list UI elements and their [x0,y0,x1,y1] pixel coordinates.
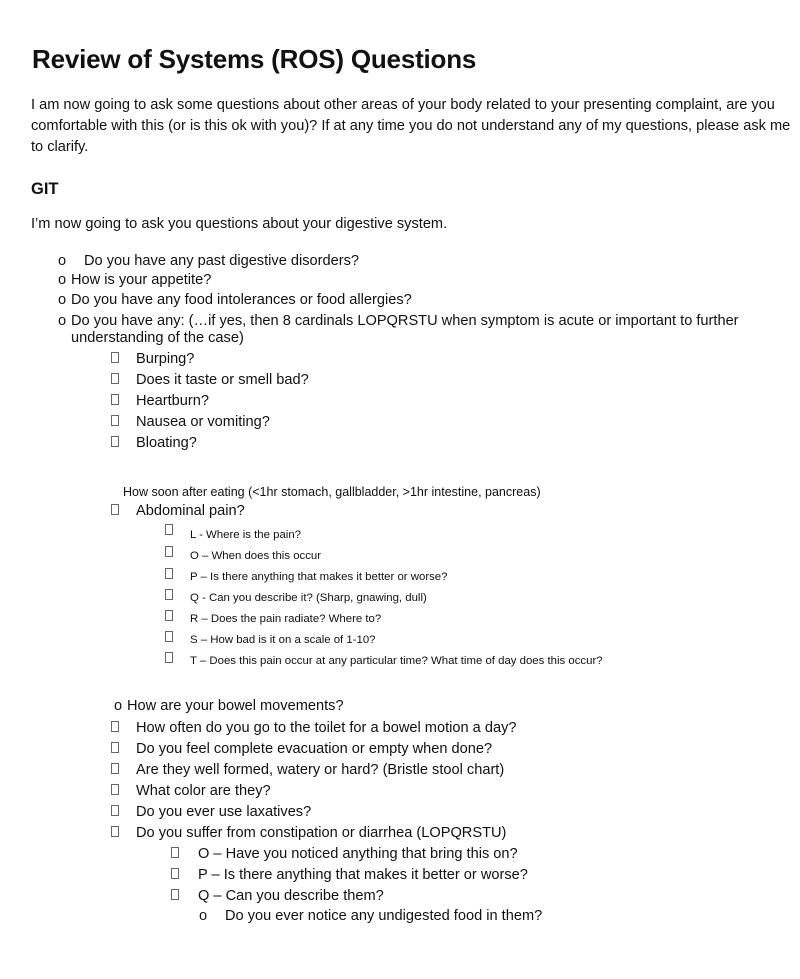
question-item [58,292,412,308]
checkbox-placeholder-icon [165,652,173,663]
bowel-cardinal-text: O – Have you noticed anything that bring this on? [198,846,518,862]
symptom-item [111,393,209,409]
checkbox-placeholder-icon [165,546,173,557]
intro-paragraph: I am now going to ask some questions about other areas of your body related to your presenting complaint, are you comfortable with this (or is this ok with you)? If at any time you do not understand any of my questions, please ask me to clarify. [31,97,791,155]
bullet-o: o [58,253,67,269]
question-item [58,253,359,269]
bowel-item-text: What color are they? [136,783,271,799]
checkbox-placeholder-icon [111,373,119,384]
pain-cardinal-item [165,524,302,541]
bowel-item-text: Do you suffer from constipation or diarrhea (LOPQRSTU) [136,825,507,841]
question-text: Do you have any food intolerances or food allergies? [71,292,412,308]
checkbox-placeholder-icon [165,610,173,621]
bowel-item [111,762,504,778]
bowel-cardinal-item [171,867,528,883]
bowel-item-text: Are they well formed, watery or hard? (Bristle stool chart) [136,762,505,778]
pain-cardinal-text: O – When does this occur [190,550,322,562]
bowel-cardinal-text: Q – Can you describe them? [198,888,384,904]
checkbox-placeholder-icon [165,568,173,579]
pain-cardinal-text: L - Where is the pain? [190,529,302,541]
question-text: How is your appetite? [71,272,212,288]
checkbox-placeholder-icon [111,436,119,447]
symptom-text: Nausea or vomiting? [136,414,270,430]
symptom-item [111,414,270,430]
bullet-o: o [199,908,208,924]
checkbox-placeholder-icon [111,394,119,405]
symptom-text: Bloating? [136,435,197,451]
pain-cardinal-item [165,546,322,562]
checkbox-placeholder-icon [111,763,119,774]
section-heading: GIT [31,180,59,198]
pain-cardinal-item [165,568,448,583]
symptom-item [111,372,309,388]
checkbox-placeholder-icon [165,524,173,535]
symptom-item [111,503,245,519]
checkbox-placeholder-icon [165,631,173,642]
checkbox-placeholder-icon [111,826,119,837]
pain-cardinal-item [165,589,427,604]
symptom-item [111,435,197,451]
bowel-item [111,741,492,757]
bowel-cardinal-item [171,888,384,904]
symptom-item [111,351,194,367]
pain-cardinal-text: S – How bad is it on a scale of 1-10? [190,634,376,646]
bowel-cardinal-text: P – Is there anything that makes it better or worse? [198,867,528,883]
pain-cardinal-item [165,652,603,667]
pain-cardinal-item [165,631,376,646]
checkbox-placeholder-icon [111,784,119,795]
bowel-item [111,720,517,736]
checkbox-placeholder-icon [171,847,179,858]
checkbox-placeholder-icon [171,889,179,900]
pain-cardinal-item [165,610,382,625]
checkbox-placeholder-icon [111,721,119,732]
pain-cardinal-text: T – Does this pain occur at any particular time? What time of day does this occur? [190,655,603,667]
bowel-item-text: Do you ever use laxatives? [136,804,312,820]
pain-cardinal-text: Q - Can you describe it? (Sharp, gnawing, dull) [190,592,427,604]
bowel-item-text: How often do you go to the toilet for a bowel motion a day? [136,720,517,736]
bowel-item [111,804,311,820]
eating-note: How soon after eating (<1hr stomach, gallbladder, >1hr intestine, pancreas) [123,485,541,499]
checkbox-placeholder-icon [111,805,119,816]
question-text: Do you have any past digestive disorders? [84,253,360,269]
question-text: How are your bowel movements? [127,698,344,714]
checkbox-placeholder-icon [111,415,119,426]
symptom-text: Heartburn? [136,393,210,409]
bowel-cardinal-item [171,846,518,862]
bullet-o: o [114,698,123,714]
section-lead: I’m now going to ask you questions about your digestive system. [31,216,448,232]
symptom-text: Abdominal pain? [136,503,245,519]
question-item [58,272,211,288]
bullet-o: o [58,272,67,288]
question-item [58,313,761,347]
checkbox-placeholder-icon [111,742,119,753]
symptom-text: Burping? [136,351,195,367]
bowel-item [111,825,506,841]
question-text: Do you ever notice any undigested food in them? [225,908,543,924]
symptom-text: Does it taste or smell bad? [136,372,309,388]
question-item [199,908,542,924]
checkbox-placeholder-icon [111,352,119,363]
question-item [114,698,344,714]
checkbox-placeholder-icon [111,504,119,515]
checkbox-placeholder-icon [165,589,173,600]
bowel-item-text: Do you feel complete evacuation or empty when done? [136,741,493,757]
bullet-o: o [58,292,67,308]
pain-cardinal-text: R – Does the pain radiate? Where to? [190,613,382,625]
bowel-item [111,783,271,799]
question-text: Do you have any: (…if yes, then 8 cardinals LOPQRSTU when symptom is acute or important to further understanding of the case) [71,313,739,346]
pain-cardinal-text: P – Is there anything that makes it better or worse? [190,571,448,583]
bullet-o: o [58,313,67,329]
page-title: Review of Systems (ROS) Questions [32,44,477,74]
checkbox-placeholder-icon [171,868,179,879]
